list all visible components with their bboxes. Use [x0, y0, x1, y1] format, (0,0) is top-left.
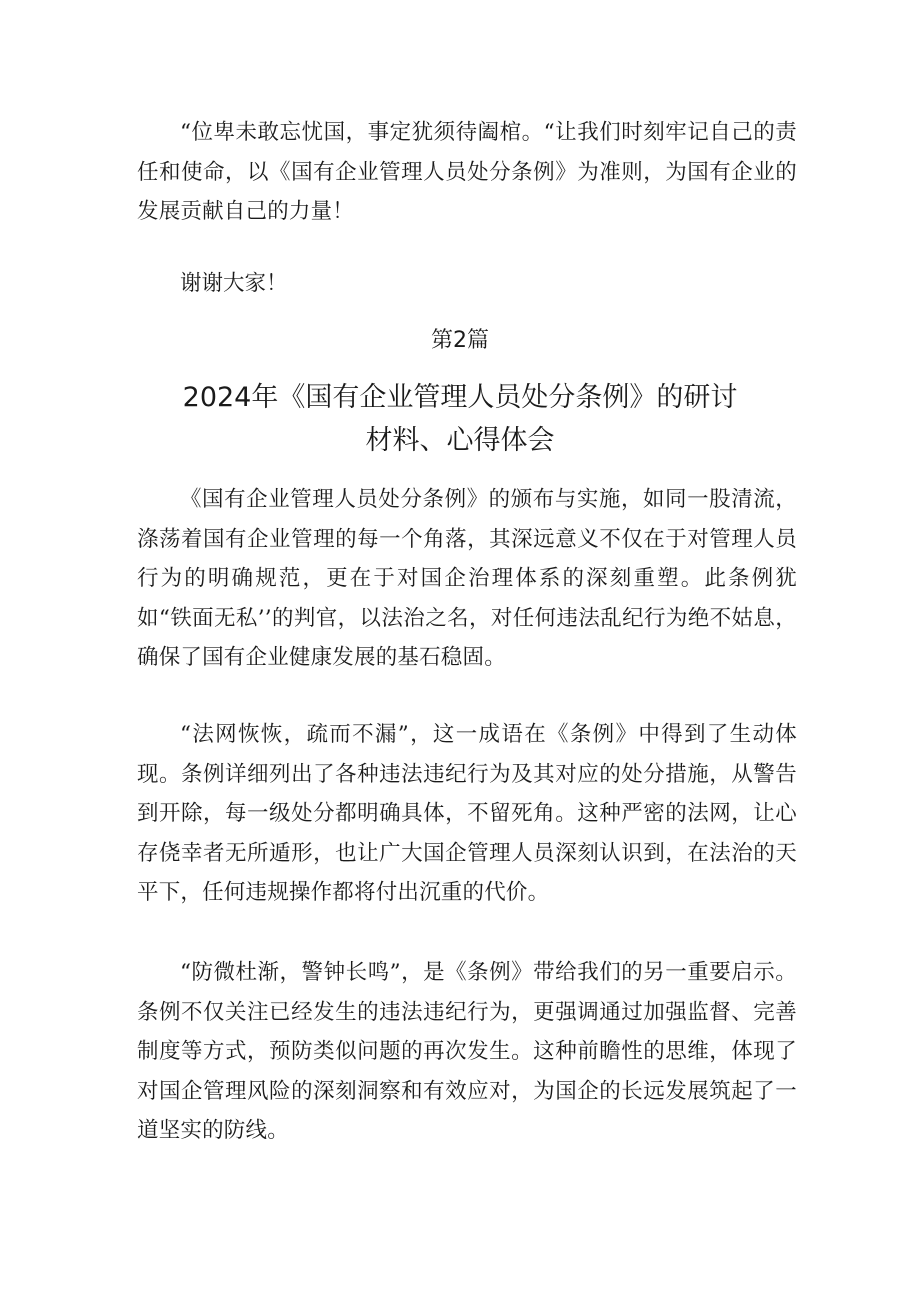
document-title-line-1: 2024年《国有企业管理人员处分条例》的研讨 [182, 382, 738, 413]
document-title-line-2: 材料、心得体会 [365, 425, 555, 456]
body-paragraph-2: “法网恢恢，疏而不漏”，这一成语在《条例》中得到了生动体现。条例详细列出了各种违法违纪行为及其对应的处分措施，从警告到开除，每一级处分都明确具体，不留死角。这种严密的法网，让心存侥幸者无所遁形，也让广大国企管理人员深刻认识到，在法治的天平下，任何违规操作都将付出沉重的代价。 [137, 722, 797, 905]
intro-paragraph: “位卑未敢忘忧国，事定犹须待阖棺。“让我们时刻牢记自己的责任和使命，以《国有企业管理人员处分条例》为准则，为国有企业的发展贡献自己的力量！ [137, 120, 797, 224]
body-paragraph-1: 《国有企业管理人员处分条例》的颁布与实施，如同一股清流，涤荡着国有企业管理的每一个角落，其深远意义不仅在于对管理人员行为的明确规范，更在于对国企治理体系的深刻重塑。此条例犹如“铁面无私’’的判官，以法治之名，对任何违法乱纪行为绝不姑息，确保了国有企业健康发展的基石稳固。 [137, 487, 797, 670]
thanks-line: 谢谢大家！ [180, 271, 288, 296]
section-label: 第2篇 [431, 328, 489, 353]
body-paragraph-3: “防微杜渐，警钟长鸣”，是《条例》带给我们的另一重要启示。条例不仅关注已经发生的违法违纪行为，更强调通过加强监督、完善制度等方式，预防类似问题的再次发生。这种前瞻性的思维，体现了对国企管理风险的深刻洞察和有效应对，为国企的长远发展筑起了一道坚实的防线。 [137, 960, 797, 1143]
